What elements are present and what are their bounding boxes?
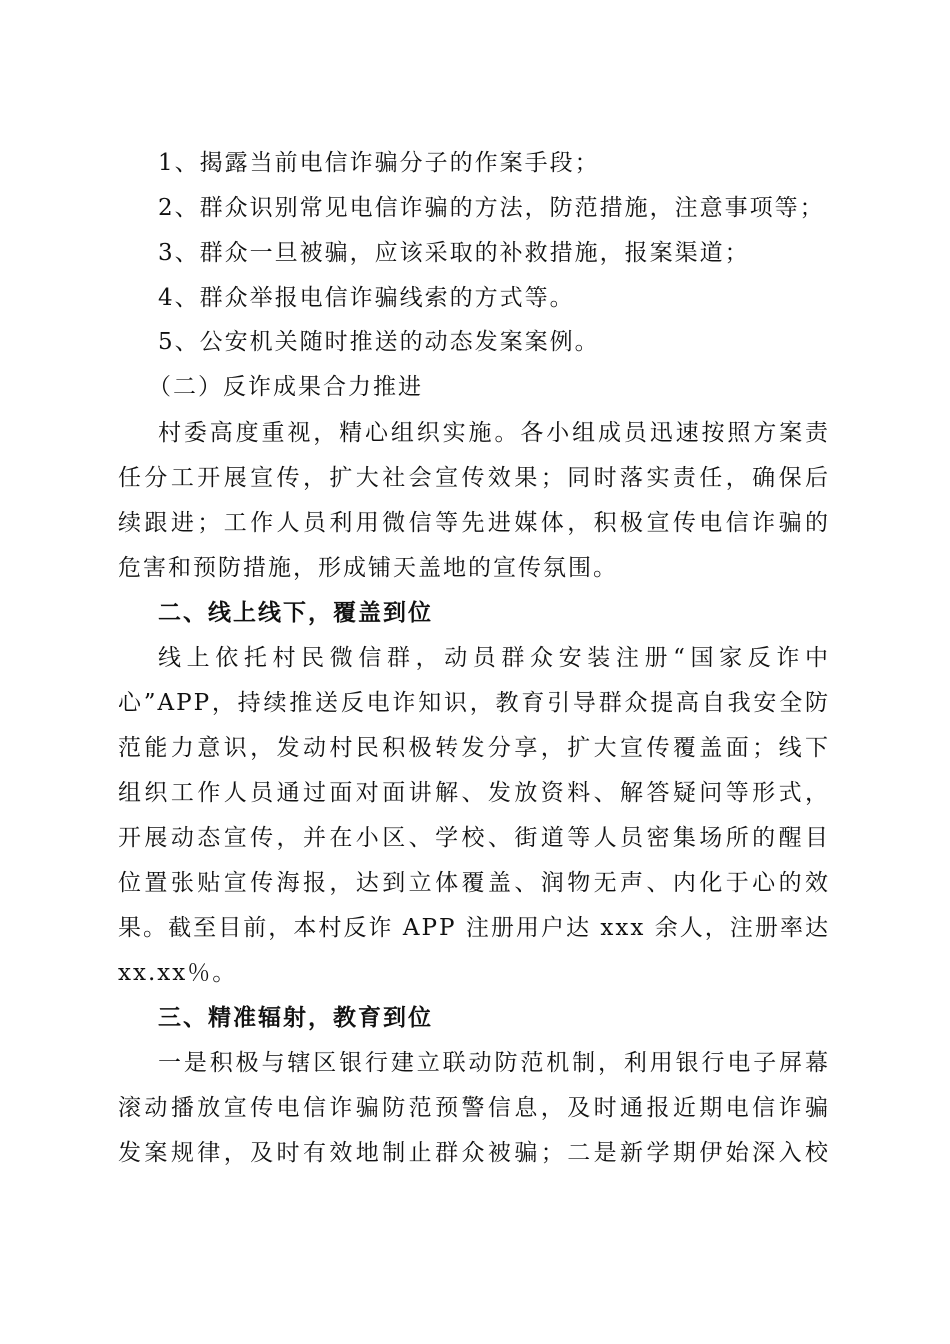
list-item: 4、群众举报电信诈骗线索的方式等。 [158, 285, 575, 311]
paragraph-line: 任分工开展宣传，扩大社会宣传效果；同时落实责任，确保后 [118, 465, 830, 491]
paragraph-line: 滚动播放宣传电信诈骗防范预警信息，及时通报近期电信诈骗 [118, 1095, 830, 1121]
section-heading: 三、精准辐射，教育到位 [158, 1005, 433, 1031]
list-item: 3、群众一旦被骗，应该采取的补救措施，报案渠道； [158, 240, 750, 266]
paragraph-line: 果。截至目前，本村反诈 APP 注册用户达 xxx 余人，注册率达 [118, 915, 830, 941]
list-item: 1、揭露当前电信诈骗分子的作案手段； [158, 150, 600, 176]
paragraph-line: 组织工作人员通过面对面讲解、发放资料、解答疑问等形式， [118, 780, 830, 806]
paragraph-line: 村委高度重视，精心组织实施。各小组成员迅速按照方案责 [158, 420, 830, 446]
paragraph-line: 位置张贴宣传海报，达到立体覆盖、润物无声、内化于心的效 [118, 870, 830, 896]
list-item: 2、群众识别常见电信诈骗的方法，防范措施，注意事项等； [158, 195, 825, 221]
paragraph-line: 一是积极与辖区银行建立联动防范机制，利用银行电子屏幕 [158, 1050, 830, 1076]
list-item: 5、公安机关随时推送的动态发案案例。 [158, 329, 600, 355]
paragraph-line: 线上依托村民微信群，动员群众安装注册“国家反诈中 [158, 645, 830, 671]
paragraph-line: 心”APP，持续推送反电诈知识，教育引导群众提高自我安全防 [118, 690, 830, 716]
paragraph-line: 开展动态宣传，并在小区、学校、街道等人员密集场所的醒目 [118, 825, 830, 851]
paragraph-line: 范能力意识，发动村民积极转发分享，扩大宣传覆盖面；线下 [118, 735, 830, 761]
paragraph-line: 发案规律，及时有效地制止群众被骗；二是新学期伊始深入校 [118, 1140, 830, 1166]
paragraph-line: 危害和预防措施，形成铺天盖地的宣传氛围。 [118, 555, 618, 581]
paragraph-line: 续跟进；工作人员利用微信等先进媒体，积极宣传电信诈骗的 [118, 510, 830, 536]
subsection-heading: （二）反诈成果合力推进 [148, 374, 423, 400]
section-heading: 二、线上线下，覆盖到位 [158, 600, 433, 626]
paragraph-line: xx.xx％。 [118, 960, 238, 986]
